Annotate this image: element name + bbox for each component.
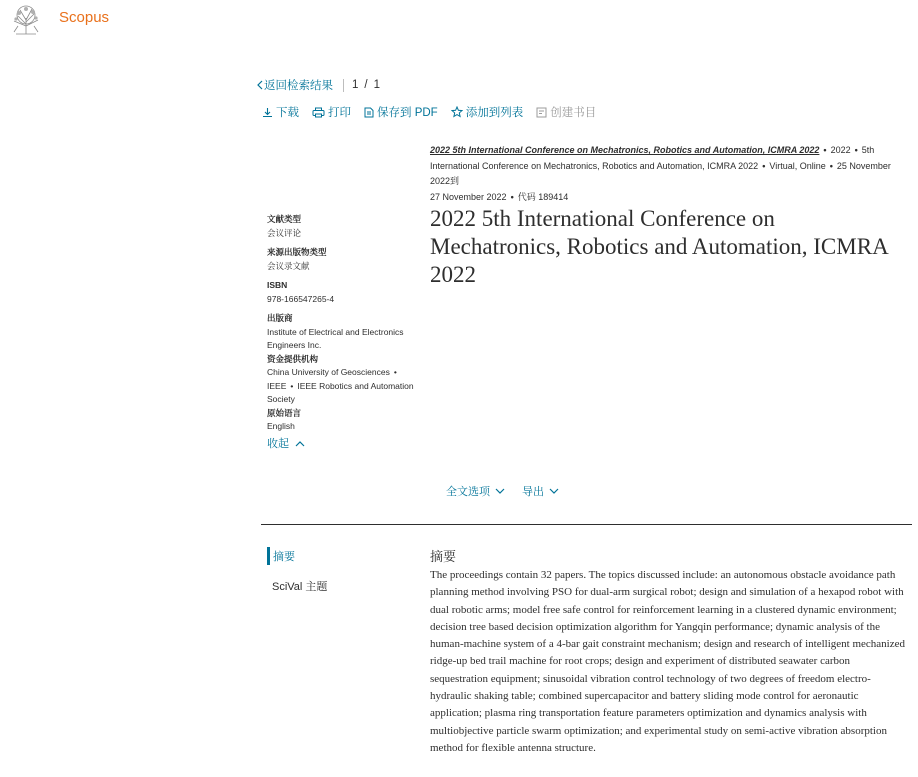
isbn-value: 978-166547265-4: [267, 293, 335, 304]
source-title-link[interactable]: 2022 5th International Conference on Mechatronics, Robotics and Automation, ICMRA 2022: [430, 145, 820, 155]
source-dates-end: 27 November 2022: [430, 191, 507, 202]
language-label: 原始语言: [267, 407, 302, 418]
create-bibliography-button[interactable]: [536, 104, 596, 120]
printer-icon: [312, 107, 325, 118]
scopus-brand[interactable]: Scopus: [59, 9, 110, 26]
funding-sponsor-1: China University of Geosciences: [267, 367, 390, 377]
nav-separator: [343, 79, 344, 92]
pdf-file-icon: [364, 107, 374, 118]
publisher-value: Institute of Electrical and Electronics Engineers Inc.: [267, 326, 404, 350]
source-conf-name: International Conference on Mechatronics, Robotics and Automation, ICMRA 2022: [430, 160, 759, 171]
collapse-label: 收起: [267, 437, 289, 450]
star-icon: [451, 106, 463, 118]
download-button[interactable]: [262, 104, 299, 120]
section-nav-scival-topics[interactable]: SciVal 主题: [272, 581, 328, 593]
publisher-label: 出版商: [267, 313, 293, 323]
funding-sponsor-2: IEEE: [267, 380, 287, 391]
download-icon: [262, 107, 273, 118]
chevron-up-icon: [294, 440, 306, 448]
page-total: 1: [373, 79, 381, 91]
result-navigation: [256, 77, 380, 93]
document-title: 2022 5th International Conference on Mechatronics, Robotics and Automation, ICMRA 2022: [430, 206, 888, 287]
save-pdf-button[interactable]: [364, 104, 438, 120]
elsevier-tree-logo[interactable]: [8, 4, 44, 36]
language-value: English: [267, 421, 295, 431]
back-to-results-link[interactable]: [256, 77, 333, 93]
source-type-value: 会议录文献: [267, 260, 310, 271]
full-text-options-dropdown[interactable]: [446, 483, 506, 499]
source-conf-line-a: 5th: [861, 145, 875, 155]
export-dropdown[interactable]: [522, 483, 560, 499]
tree-logo-icon: [8, 4, 44, 36]
print-label: 打印: [328, 107, 351, 119]
print-button[interactable]: [312, 104, 351, 120]
abstract-text: The proceedings contain 32 papers. The topics discussed include: an autonomous obstacle avoidance path planning method involving PSO for dual-arm surgical robot; design and simulation of a hexapod robot with dual robotic arms; model free safe control for reinforcement learning in a clustered dynamic environment; decision tree based decision optimization algorithm for Yangqin performance; dynamic analysis of the human-machine system of a 4-bar gait constraint mechanism; design and research of intelligent mechanized ridge-up bed trail machine for root crops; design and experiment of distributed seawater carbon sequestration equipment; sinusoidal vibration control technology of two degrees of freedom electro-hydraulic shaking table; combined supercapacitor and battery sliding mode control for aeronautic application; plasma ring transportation feature parameters optimization and dynamics analysis with multiobjective particle swarm optimization; and experimental study on semi-active vibration absorption method for flexible antenna structure.: [430, 569, 905, 754]
document-metadata: [267, 213, 427, 451]
funding-label: 资金提供机构: [267, 353, 319, 364]
bibliography-icon: [536, 107, 547, 118]
section-nav: [267, 547, 327, 599]
chevron-left-icon: [256, 80, 264, 90]
isbn-label: ISBN: [267, 280, 288, 290]
collapse-button[interactable]: [267, 438, 427, 452]
funding-sponsor-3: IEEE Robotics and Automation Society: [267, 380, 414, 404]
source-info: 2022 5th International Conference on Mechatronics, Robotics and Automation, ICMRA 2022 • 2022 • 5th International Conference on Mechatronics, Robotics and Automation, ICMRA 2022 • Virtual, Online • 25 November 2022到 27 November 2022 • 代码 189414: [430, 145, 891, 202]
chevron-down-icon: [548, 487, 560, 495]
page-separator: /: [364, 79, 368, 91]
source-location: Virtual, Online: [769, 160, 826, 171]
source-dates-start: 25 November 2022到: [430, 160, 891, 186]
full-text-options-label: 全文选项: [446, 486, 490, 498]
funding-sponsors: China University of Geosciences • IEEE • IEEE Robotics and Automation Society: [267, 367, 414, 404]
document-options: [446, 483, 576, 499]
section-nav-abstract[interactable]: 摘要: [267, 547, 327, 565]
doc-type-value: 会议评论: [267, 227, 302, 238]
add-to-list-button[interactable]: [451, 104, 524, 120]
save-pdf-label: 保存到 PDF: [377, 107, 438, 119]
doc-type-label: 文献类型: [267, 214, 302, 224]
add-to-list-label: 添加到列表: [465, 107, 524, 119]
back-label: 返回检索结果: [264, 80, 333, 92]
page-current: 1: [352, 79, 359, 91]
abstract-heading: 摘要: [430, 549, 457, 564]
section-divider: [261, 524, 912, 525]
source-year: 2022: [830, 145, 851, 155]
download-label: 下载: [276, 107, 299, 119]
create-bibliography-label: 创建书目: [550, 107, 597, 119]
document-toolbar: [262, 104, 609, 120]
source-code: 代码 189414: [517, 191, 569, 202]
export-label: 导出: [522, 486, 544, 498]
chevron-down-icon: [494, 487, 506, 495]
source-type-label: 来源出版物类型: [267, 247, 327, 257]
